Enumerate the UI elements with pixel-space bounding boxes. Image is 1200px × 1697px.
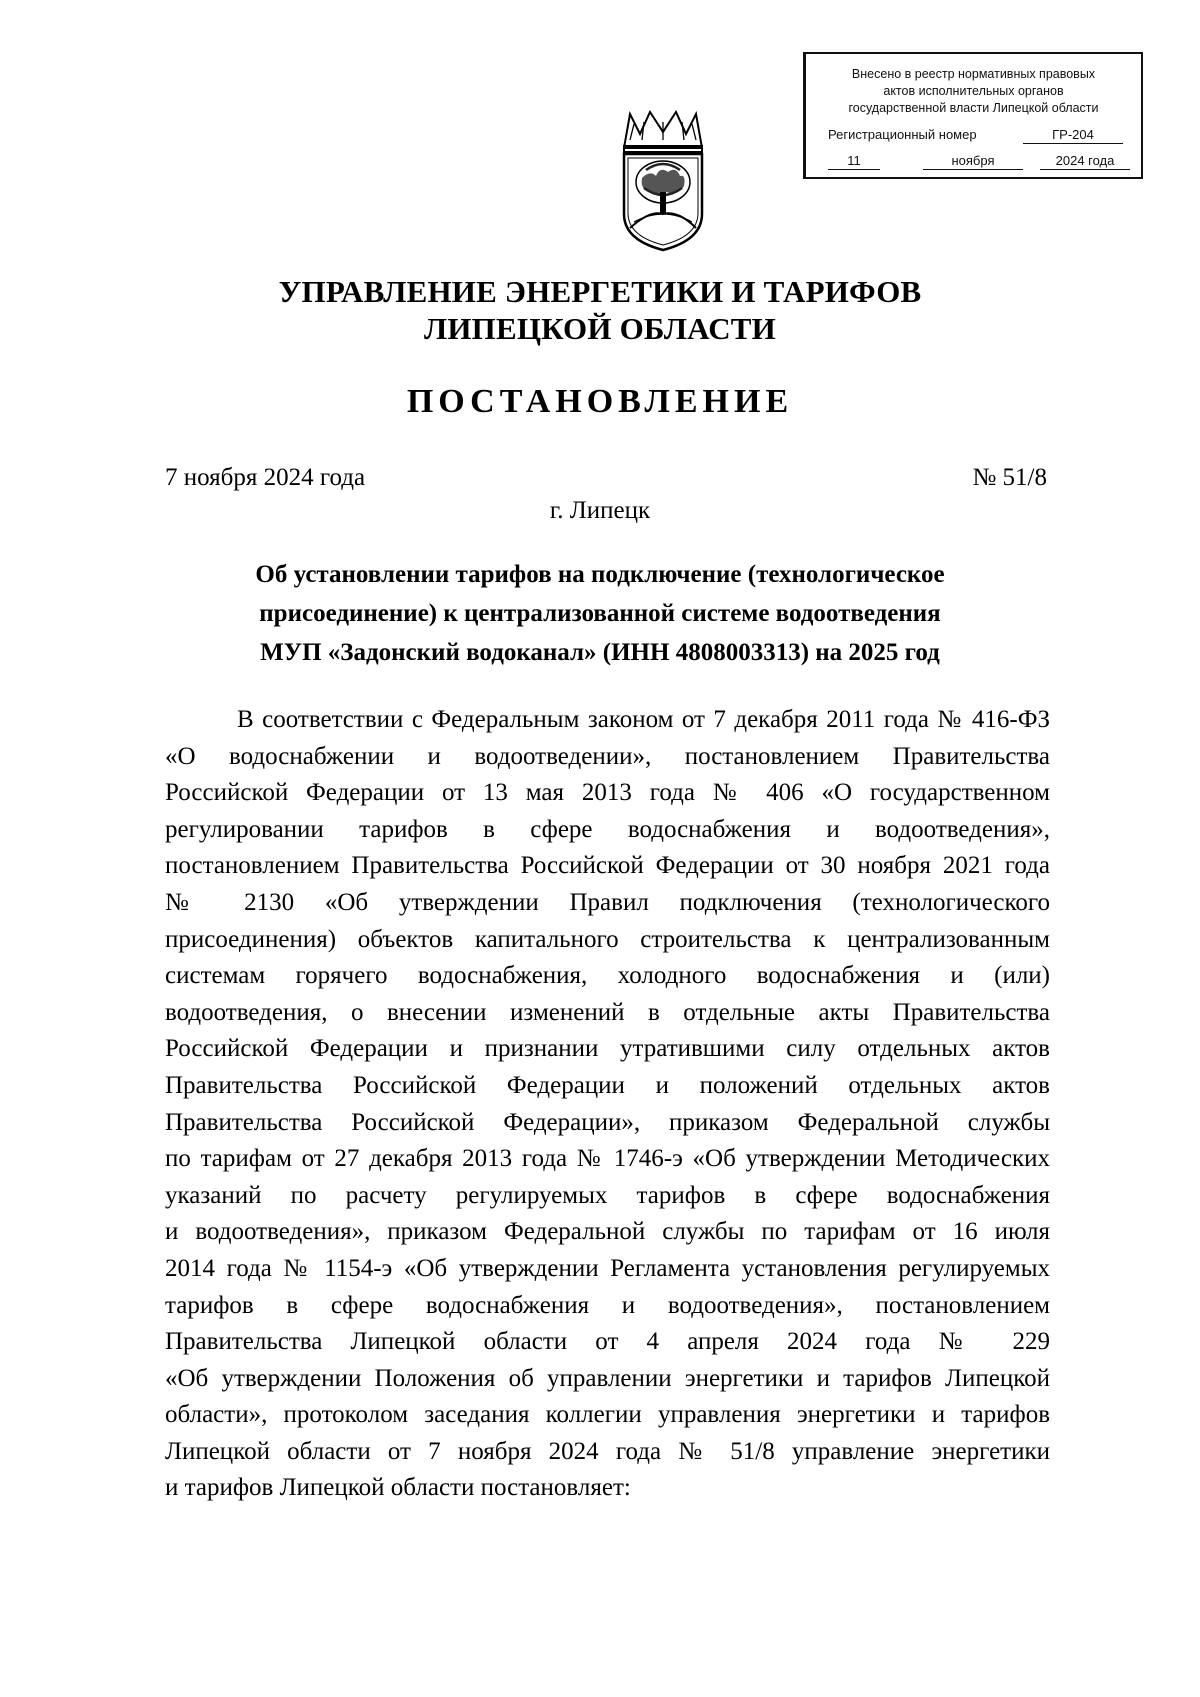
body-line: указаний по расчету регулируемых тарифов в сфере водоснабжения — [165, 1181, 1050, 1209]
body-line: области», протоколом заседания коллегии управления энергетики и тарифов — [165, 1401, 1050, 1429]
stamp-header-line: государственной власти Липецкой области — [848, 101, 1099, 115]
document-number: № 51/8 — [972, 464, 1047, 491]
stamp-year: 2024 года — [1040, 152, 1130, 170]
body-line: Правительства Российской Федерации», приказом Федеральной службы — [165, 1108, 1050, 1136]
stamp-header-line: актов исполнительных органов — [883, 84, 1064, 98]
document-date: 7 ноября 2024 года — [165, 464, 366, 491]
body-line: системам горячего водоснабжения, холодного водоснабжения и (или) — [165, 962, 1050, 990]
stamp-reg-label: Регистрационный номер — [828, 127, 977, 142]
body-line: «О водоснабжении и водоотведении», постановлением Правительства — [165, 742, 1050, 770]
registry-stamp — [803, 52, 1143, 179]
document-type: ПОСТАНОВЛЕНИЕ — [406, 383, 794, 420]
title-line: Об установлении тарифов на подключение (технологическое — [255, 561, 945, 588]
body-line: водоотведения, о внесении изменений в отдельные акты Правительства — [165, 998, 1050, 1026]
body-line: тарифов в сфере водоснабжения и водоотведения», постановлением — [165, 1291, 1050, 1319]
title-line: присоединение) к централизованной системе водоотведения — [259, 600, 941, 627]
body-line: «Об утверждении Положения об управлении энергетики и тарифов Липецкой — [165, 1364, 1050, 1392]
body-line: Российской Федерации от 13 мая 2013 года № 406 «О государственном — [165, 779, 1050, 807]
coat-of-arms-icon — [620, 110, 706, 252]
body-line: В соответствии с Федеральным законом от 7 декабря 2011 года № 416-ФЗ — [237, 706, 1050, 733]
stamp-header-line: Внесено в реестр нормативных правовых — [851, 67, 1096, 81]
document-body — [165, 702, 1050, 1507]
body-line: присоединения) объектов капитального строительства к централизованным — [165, 925, 1050, 953]
body-line: и водоотведения», приказом Федеральной службы по тарифам от 16 июля — [165, 1218, 1050, 1246]
stamp-reg-number: ГР-204 — [1023, 126, 1123, 144]
document-title — [150, 555, 1050, 672]
body-line: постановлением Правительства Российской Федерации от 30 ноября 2021 года — [165, 852, 1050, 880]
body-line: Правительства Российской Федерации и положений отдельных актов — [165, 1071, 1050, 1099]
body-line: Российской Федерации и признании утратившими силу отдельных актов — [165, 1035, 1050, 1063]
body-line: по тарифам от 27 декабря 2013 года № 1746-э «Об утверждении Методических — [165, 1145, 1050, 1173]
org-name-line: УПРАВЛЕНИЕ ЭНЕРГЕТИКИ И ТАРИФОВ — [278, 274, 922, 309]
body-line: регулировании тарифов в сфере водоснабжения и водоотведения», — [165, 815, 1050, 843]
body-line: Липецкой области от 7 ноября 2024 года № 51/8 управление энергетики — [165, 1437, 1050, 1465]
body-line: и тарифов Липецкой области постановляет: — [165, 1474, 631, 1502]
body-line: 2014 года № 1154-э «Об утверждении Регламента установления регулируемых — [165, 1254, 1050, 1282]
body-line: Правительства Липецкой области от 4 апреля 2024 года № 229 — [165, 1328, 1050, 1356]
org-name-line: ЛИПЕЦКОЙ ОБЛАСТИ — [424, 311, 776, 346]
stamp-header — [806, 66, 1141, 117]
document-city: г. Липецк — [549, 497, 651, 524]
stamp-day: 11 — [828, 152, 880, 170]
stamp-month: ноября — [923, 152, 1023, 170]
body-line: № 2130 «Об утверждении Правил подключения (технологического — [165, 888, 1050, 916]
title-line: МУП «Задонский водоканал» (ИНН 4808003313) на 2025 год — [260, 639, 940, 666]
